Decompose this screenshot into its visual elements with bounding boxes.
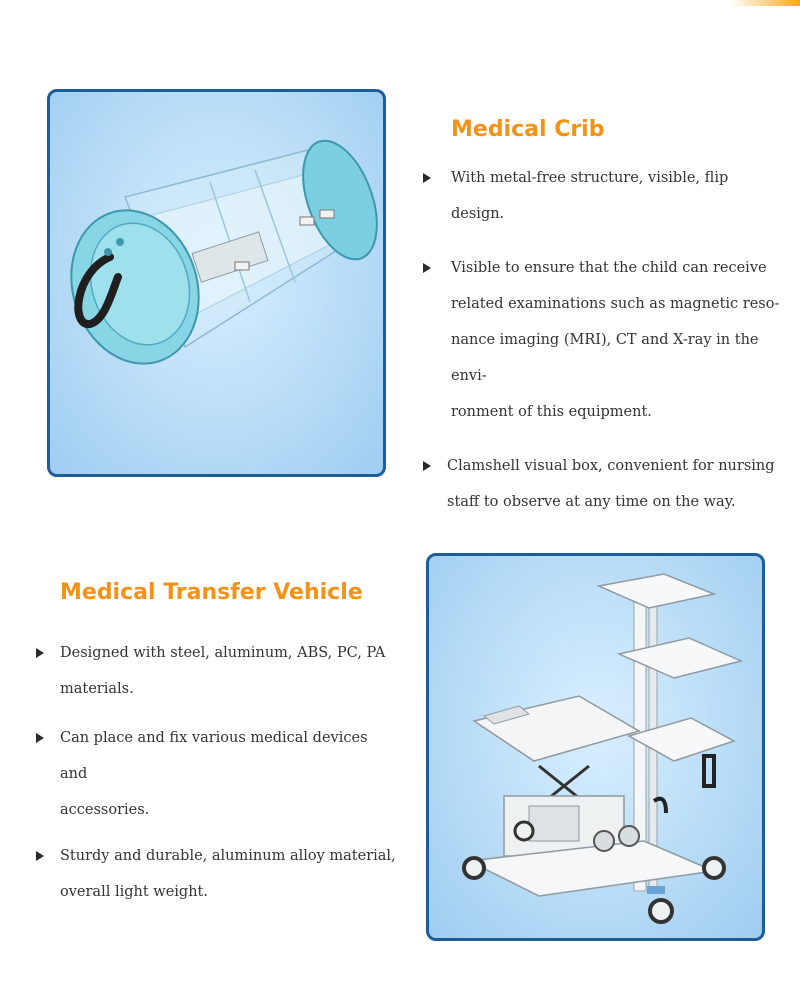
vehicle-feature-1-line-2: materials.: [60, 681, 134, 697]
list-item: [423, 448, 783, 520]
medical-crib-image: [47, 89, 386, 477]
medical-transfer-vehicle-features: [36, 635, 396, 910]
crib-feature-2-line-2: related examinations such as magnetic reso-: [451, 296, 780, 312]
vehicle-feature-2-line-2: accessories.: [60, 802, 150, 818]
crib-feature-1: With metal-free structure, visible, flip design.: [451, 170, 729, 222]
medical-transfer-vehicle-title: Medical Transfer Vehicle: [60, 580, 363, 605]
bullet-triangle-icon: [36, 733, 44, 743]
medical-crib-title: Medical Crib: [451, 117, 605, 142]
bullet-triangle-icon: [423, 461, 431, 471]
list-item: [36, 838, 396, 910]
bullet-triangle-icon: [36, 851, 44, 861]
crib-feature-3-line-2: staff to observe at any time on the way.: [447, 494, 736, 510]
crib-feature-2-line-3: nance imaging (MRI), CT and X-ray in the envi-: [451, 332, 759, 384]
bullet-triangle-icon: [36, 648, 44, 658]
list-item: [36, 635, 396, 707]
list-item: [36, 720, 396, 828]
bullet-triangle-icon: [423, 263, 431, 273]
medical-crib-features: [423, 160, 783, 520]
top-corner-accent: [730, 0, 800, 6]
medical-transfer-vehicle-image: [426, 553, 765, 941]
vehicle-feature-3-line-1: Sturdy and durable, aluminum alloy material,: [60, 848, 396, 864]
vehicle-feature-3-line-2: overall light weight.: [60, 884, 208, 900]
crib-feature-2-line-1: Visible to ensure that the child can receive: [451, 260, 767, 276]
medical-transfer-vehicle-illustration: [429, 556, 762, 938]
list-item: [423, 160, 783, 232]
medical-crib-illustration: [50, 92, 383, 474]
crib-feature-3-line-1: Clamshell visual box, convenient for nursing: [447, 458, 775, 474]
bullet-triangle-icon: [423, 173, 431, 183]
list-item: [423, 250, 783, 430]
vehicle-feature-2-line-1: Can place and fix various medical devices and: [60, 730, 368, 782]
crib-feature-2-line-4: ronment of this equipment.: [451, 404, 652, 420]
vehicle-feature-1-line-1: Designed with steel, aluminum, ABS, PC, PA: [60, 645, 386, 661]
